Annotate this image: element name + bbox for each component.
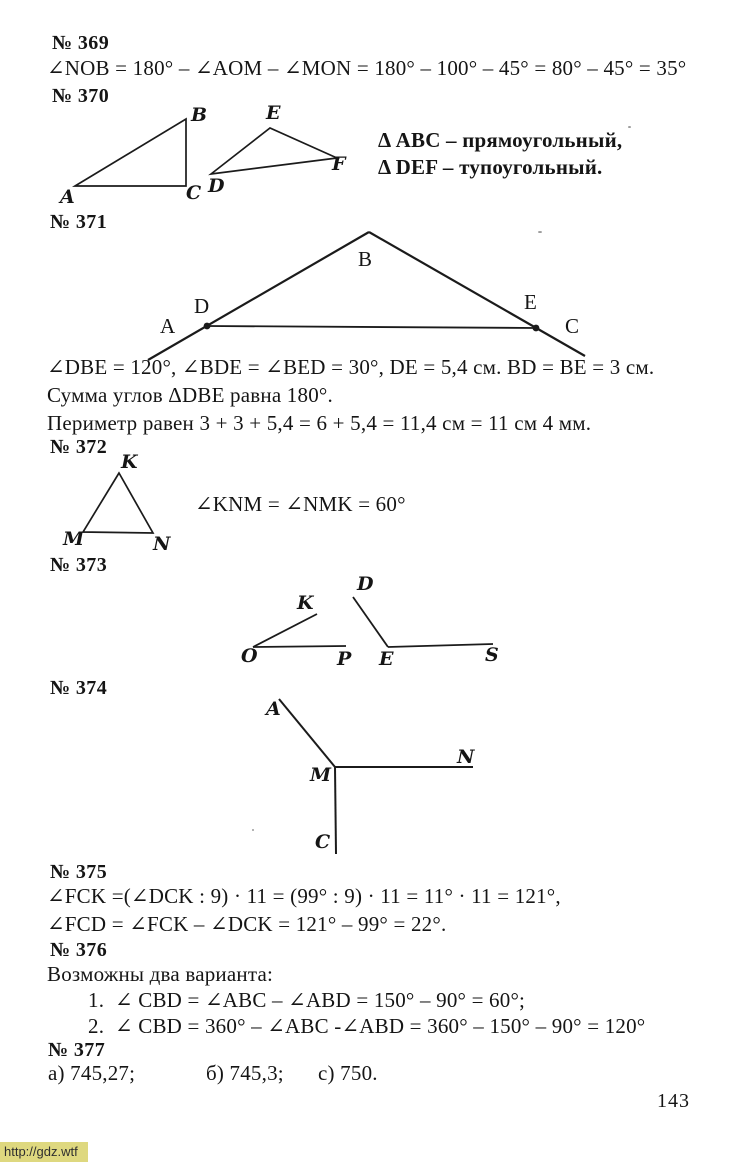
label-374-M: M xyxy=(310,764,332,786)
line-B-through-D-to-A xyxy=(148,232,369,360)
problem-372-heading: № 372 xyxy=(50,436,108,458)
label-374-A: A xyxy=(266,698,281,720)
diagram-373-angles xyxy=(238,573,513,658)
problem-370-note-abc: Δ ABC – прямоугольный, xyxy=(378,128,623,152)
problem-376-item1-number: 1. xyxy=(88,988,105,1012)
watermark-url-badge: http://gdz.wtf xyxy=(0,1142,88,1162)
problem-373-heading: № 373 xyxy=(50,554,108,576)
ray-M-to-C xyxy=(335,767,336,854)
problem-371-heading: № 371 xyxy=(50,211,108,233)
point-E-dot xyxy=(533,325,540,332)
label-373-O: O xyxy=(241,645,258,667)
label-370-B: B xyxy=(191,104,208,126)
ray-O-to-P xyxy=(253,646,346,647)
problem-376-item1-text: ∠ CBD = ∠ABC – ∠ABD = 150° – 90° = 60°; xyxy=(115,988,526,1012)
diagram-374-rays xyxy=(262,688,480,860)
problem-377-heading: № 377 xyxy=(48,1039,106,1061)
problem-375-heading: № 375 xyxy=(50,861,108,883)
problem-376-intro: Возможны два варианта: xyxy=(47,962,274,986)
problem-375-solution-line1: ∠FCK =(∠DCK : 9) · 11 = (99° : 9) · 11 = 11° · 11 = 121°, xyxy=(47,884,561,908)
label-370-C: C xyxy=(186,182,202,204)
point-D-dot xyxy=(204,323,211,330)
segment-DE xyxy=(207,326,536,328)
label-373-K: K xyxy=(297,592,314,614)
problem-371-solution-line3: Периметр равен 3 + 3 + 5,4 = 6 + 5,4 = 11,4 см = 11 см 4 мм. xyxy=(47,411,592,435)
scan-speck xyxy=(538,231,542,233)
triangle-abc-shape xyxy=(75,119,186,186)
label-371-C: C xyxy=(565,314,580,338)
problem-372-solution-line: ∠KNM = ∠NMK = 60° xyxy=(195,492,406,516)
problem-377-answer-b: б) 745,3; xyxy=(206,1061,284,1085)
problem-377-answer-c: с) 750. xyxy=(318,1061,378,1085)
label-370-E: E xyxy=(266,102,281,124)
ray-E-to-S xyxy=(388,644,493,647)
problem-375-solution-line2: ∠FCD = ∠FCK – ∠DCK = 121° – 99° = 22°. xyxy=(47,912,447,936)
scan-speck xyxy=(252,829,254,831)
problem-371-solution-line1: ∠DBE = 120°, ∠BDE = ∠BED = 30°, DE = 5,4 см. BD = BE = 3 см. xyxy=(47,355,655,379)
label-372-M: M xyxy=(63,528,85,550)
label-371-D: D xyxy=(194,294,210,318)
scan-speck xyxy=(628,126,631,128)
label-373-E: E xyxy=(379,648,394,670)
problem-376-heading: № 376 xyxy=(50,939,108,961)
label-371-A: A xyxy=(160,314,176,338)
triangle-def-shape xyxy=(211,128,337,174)
problem-370-note-def: Δ DEF – тупоугольный. xyxy=(378,155,603,179)
label-373-S: S xyxy=(485,644,499,666)
label-371-B: B xyxy=(358,247,373,271)
problem-374-heading: № 374 xyxy=(50,677,108,699)
problem-377-answer-a: а) 745,27; xyxy=(48,1061,136,1085)
problem-369-heading: № 369 xyxy=(52,32,110,54)
label-374-N: N xyxy=(457,746,475,768)
problem-376-item2-text: ∠ CBD = 360° – ∠ABC -∠ABD = 360° – 150° – 90° = 120° xyxy=(115,1014,646,1038)
problem-370-heading: № 370 xyxy=(52,85,110,107)
label-374-C: C xyxy=(315,831,331,853)
label-370-F: F xyxy=(332,153,346,175)
page-number: 143 xyxy=(657,1090,690,1112)
ray-M-to-A xyxy=(279,699,335,767)
label-371-E: E xyxy=(524,290,537,314)
label-370-A: A xyxy=(60,186,75,208)
problem-371-solution-line2: Сумма углов ΔDBE равна 180°. xyxy=(47,383,333,407)
label-373-P: P xyxy=(337,648,352,670)
ray-O-to-K xyxy=(253,614,317,647)
line-B-through-E-to-C xyxy=(369,232,585,356)
label-372-N: N xyxy=(153,533,171,555)
label-370-D: D xyxy=(208,175,225,197)
ray-E-to-D xyxy=(353,597,388,647)
problem-376-item2-number: 2. xyxy=(88,1014,105,1038)
problem-369-solution-line: ∠NOB = 180° – ∠AOM – ∠MON = 180° – 100° – 45° = 80° – 45° = 35° xyxy=(47,56,687,80)
label-372-K: K xyxy=(121,451,138,473)
label-373-D: D xyxy=(357,573,374,595)
triangle-kmn-shape xyxy=(83,473,153,533)
